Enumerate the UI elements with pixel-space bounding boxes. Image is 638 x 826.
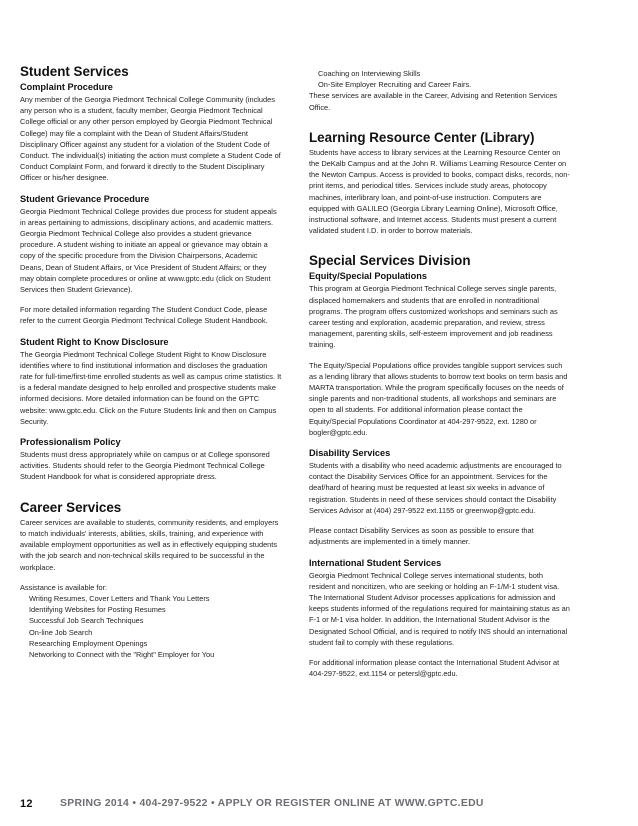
grievance-procedure-text: Georgia Piedmont Technical College provides due process for student appeals in areas pertaining to admissions, disciplinary actions, and academic matters. Georgia Piedmont Technical College also provides a student grievance procedure. A student wishing to initiate an appeal or grievance may obtain a copy of the specific procedure from the Division Chairpersons, Academic Deans, Dean of Student Affairs, or Vice President of Student Affairs; or they may obtain complete procedures or online at www.gptc.edu (click on Student Services then Student Grievance). [20, 206, 277, 295]
page-footer [0, 794, 638, 816]
special-services-title: Special Services Division [309, 253, 471, 269]
equity-heading: Equity/Special Populations [309, 271, 427, 282]
right-to-know-heading: Student Right to Know Disclosure [20, 336, 169, 347]
disability-text: Students with a disability who need academic adjustments are encouraged to contact the Disability Services Office for an appointment. Services for the deaf/hard of hearing must be requested at least six weeks in advance of registration. Students in need of these services should contact the Disability Services Advisor at (404) 297-9522 ext.1155 or greenwop@gptc.edu. [309, 461, 562, 515]
page-number: 12 [20, 798, 33, 810]
library-text: Students have access to library services at the Learning Resource Center on the DeKalb Campus and at the John R. Williams Learning Resource Center on the Newton Campus. Access is provided to books, compact disks, records, non-print items, and periodical titles. Services include study areas, photocopy machines, interlibrary loan, and point-of-use instruction. Computers are equipped with GALILEO (Georgia Library Learning Online), Microsoft Office, instructional software, and Internet access. Students must present a current validated student I.D. in order to borrow materials. [309, 147, 570, 236]
list-item: Coaching on Interviewing Skills [318, 69, 421, 78]
career-services-title: Career Services [20, 499, 122, 515]
disability-heading: Disability Services [309, 448, 391, 459]
left-column [20, 64, 282, 660]
equity-support-text: The Equity/Special Populations office provides tangible support services such as a lending library that allows students to borrow text books on term basis and MARTA transportation. While the program specifically focuses on the needs of single parents and non-traditional students, all workshops and seminars are open to all students. For additional information please contact the Equity/Special Populations Coordinator at 404-297-9522, ext. 1280 or bogler@gptc.edu. [309, 360, 568, 437]
career-office-text: These services are available in the Career, Advising and Retention Services Office. [309, 91, 558, 112]
list-item: Researching Employment Openings [29, 638, 148, 648]
complaint-procedure-heading: Complaint Procedure [20, 82, 113, 92]
list-item: On-line Job Search [29, 627, 93, 637]
list-item: On-Site Employer Recruiting and Career Fairs. [318, 80, 472, 90]
equity-text: This program at Georgia Piedmont Technical College serves single parents, displaced homemakers and students that are enrolled in nontraditional programs. The program offers customized workshops and seminars such as career testing and exploration, academic preparation, and review, stress management, parenting skills, self-esteem improvement and job readiness training. [309, 284, 558, 350]
international-heading: International Student Services [309, 557, 442, 568]
assistance-list-continued [309, 68, 571, 90]
professionalism-text: Students must dress appropriately while on campus or at College sponsored activities. Students should refer to the Georgia Piedmont Technical College Student Handbook for what is considered appropriate dress. [20, 450, 270, 482]
complaint-procedure-text: Any member of the Georgia Piedmont Technical College Community (includes any person who is a student, faculty member, Georgia Piedmont Technical College official or any other person employed by Georgia Piedmont Technical College) may file a complaint with the Dean of Student Affairs/Student Disciplinary Officer against any student for a violation of the Student Code of Conduct. The individual(s) initiating the action must complete a Student Code of Conduct Complaint Form, and forward it directly to the Student Disciplinary Officer or his/her designee. [20, 95, 281, 183]
student-services-title: Student Services [20, 64, 129, 79]
right-column [309, 68, 571, 679]
career-services-text: Career services are available to students, community residents, and employers to match individuals' interests, abilities, skills, training, and experience with available employment opportunities as well as in effectively equipping students with the job search and non-technical skills required to be successful in the workplace. [20, 517, 279, 572]
library-title: Learning Resource Center (Library) [309, 129, 535, 145]
grievance-procedure-heading: Student Grievance Procedure [20, 193, 150, 204]
list-item: Writing Resumes, Cover Letters and Thank You Letters [29, 593, 210, 603]
international-text: Georgia Piedmont Technical College serves international students, both resident and noncitizen, who are seeking or holding an F-1/M-1 student visa. The International Student Advisor processes applications for admission and keeps students informed of the regulations required for maintaining status as an F-1 or M-1 visa holder. In addition, the International Student Advisor is the Designated School Official, and is required to notify INS should an international student fail to comply with these regulations. [309, 570, 570, 647]
right-to-know-text: The Georgia Piedmont Technical College Student Right to Know Disclosure identifies where to find institutional information and discloses the graduation rate for full-time/first-time enrolled students as well as campus crime statistics. It is a federal mandate designed to help enrolled and prospective students make informed decisions. More detailed information can be found on the GPTC website: www.gptc.edu. Click on the Future Students link and then on Campus Security. [20, 349, 282, 426]
international-contact-text: For additional information please contact the International Student Advisor at 404-297-9522, ext.1154 or petersl@gptc.edu. [309, 657, 560, 679]
list-item: Successful Job Search Techniques [29, 616, 144, 626]
assistance-list [20, 593, 282, 660]
list-item: Networking to Connect with the "Right" Employer for You [29, 649, 215, 659]
list-item: Identifying Websites for Posting Resumes [29, 605, 166, 615]
disability-contact-text: Please contact Disability Services as soon as possible to ensure that adjustments are implemented in a timely manner. [309, 526, 534, 547]
footer-text: SPRING 2014 • 404-297-9522 • APPLY OR REGISTER ONLINE AT WWW.GPTC.EDU [60, 798, 484, 809]
assistance-intro: Assistance is available for: [20, 582, 108, 592]
conduct-code-reference-text: For more detailed information regarding The Student Conduct Code, please refer to the current Georgia Piedmont Technical College Student Handbook. [20, 305, 268, 326]
professionalism-heading: Professionalism Policy [20, 437, 121, 448]
